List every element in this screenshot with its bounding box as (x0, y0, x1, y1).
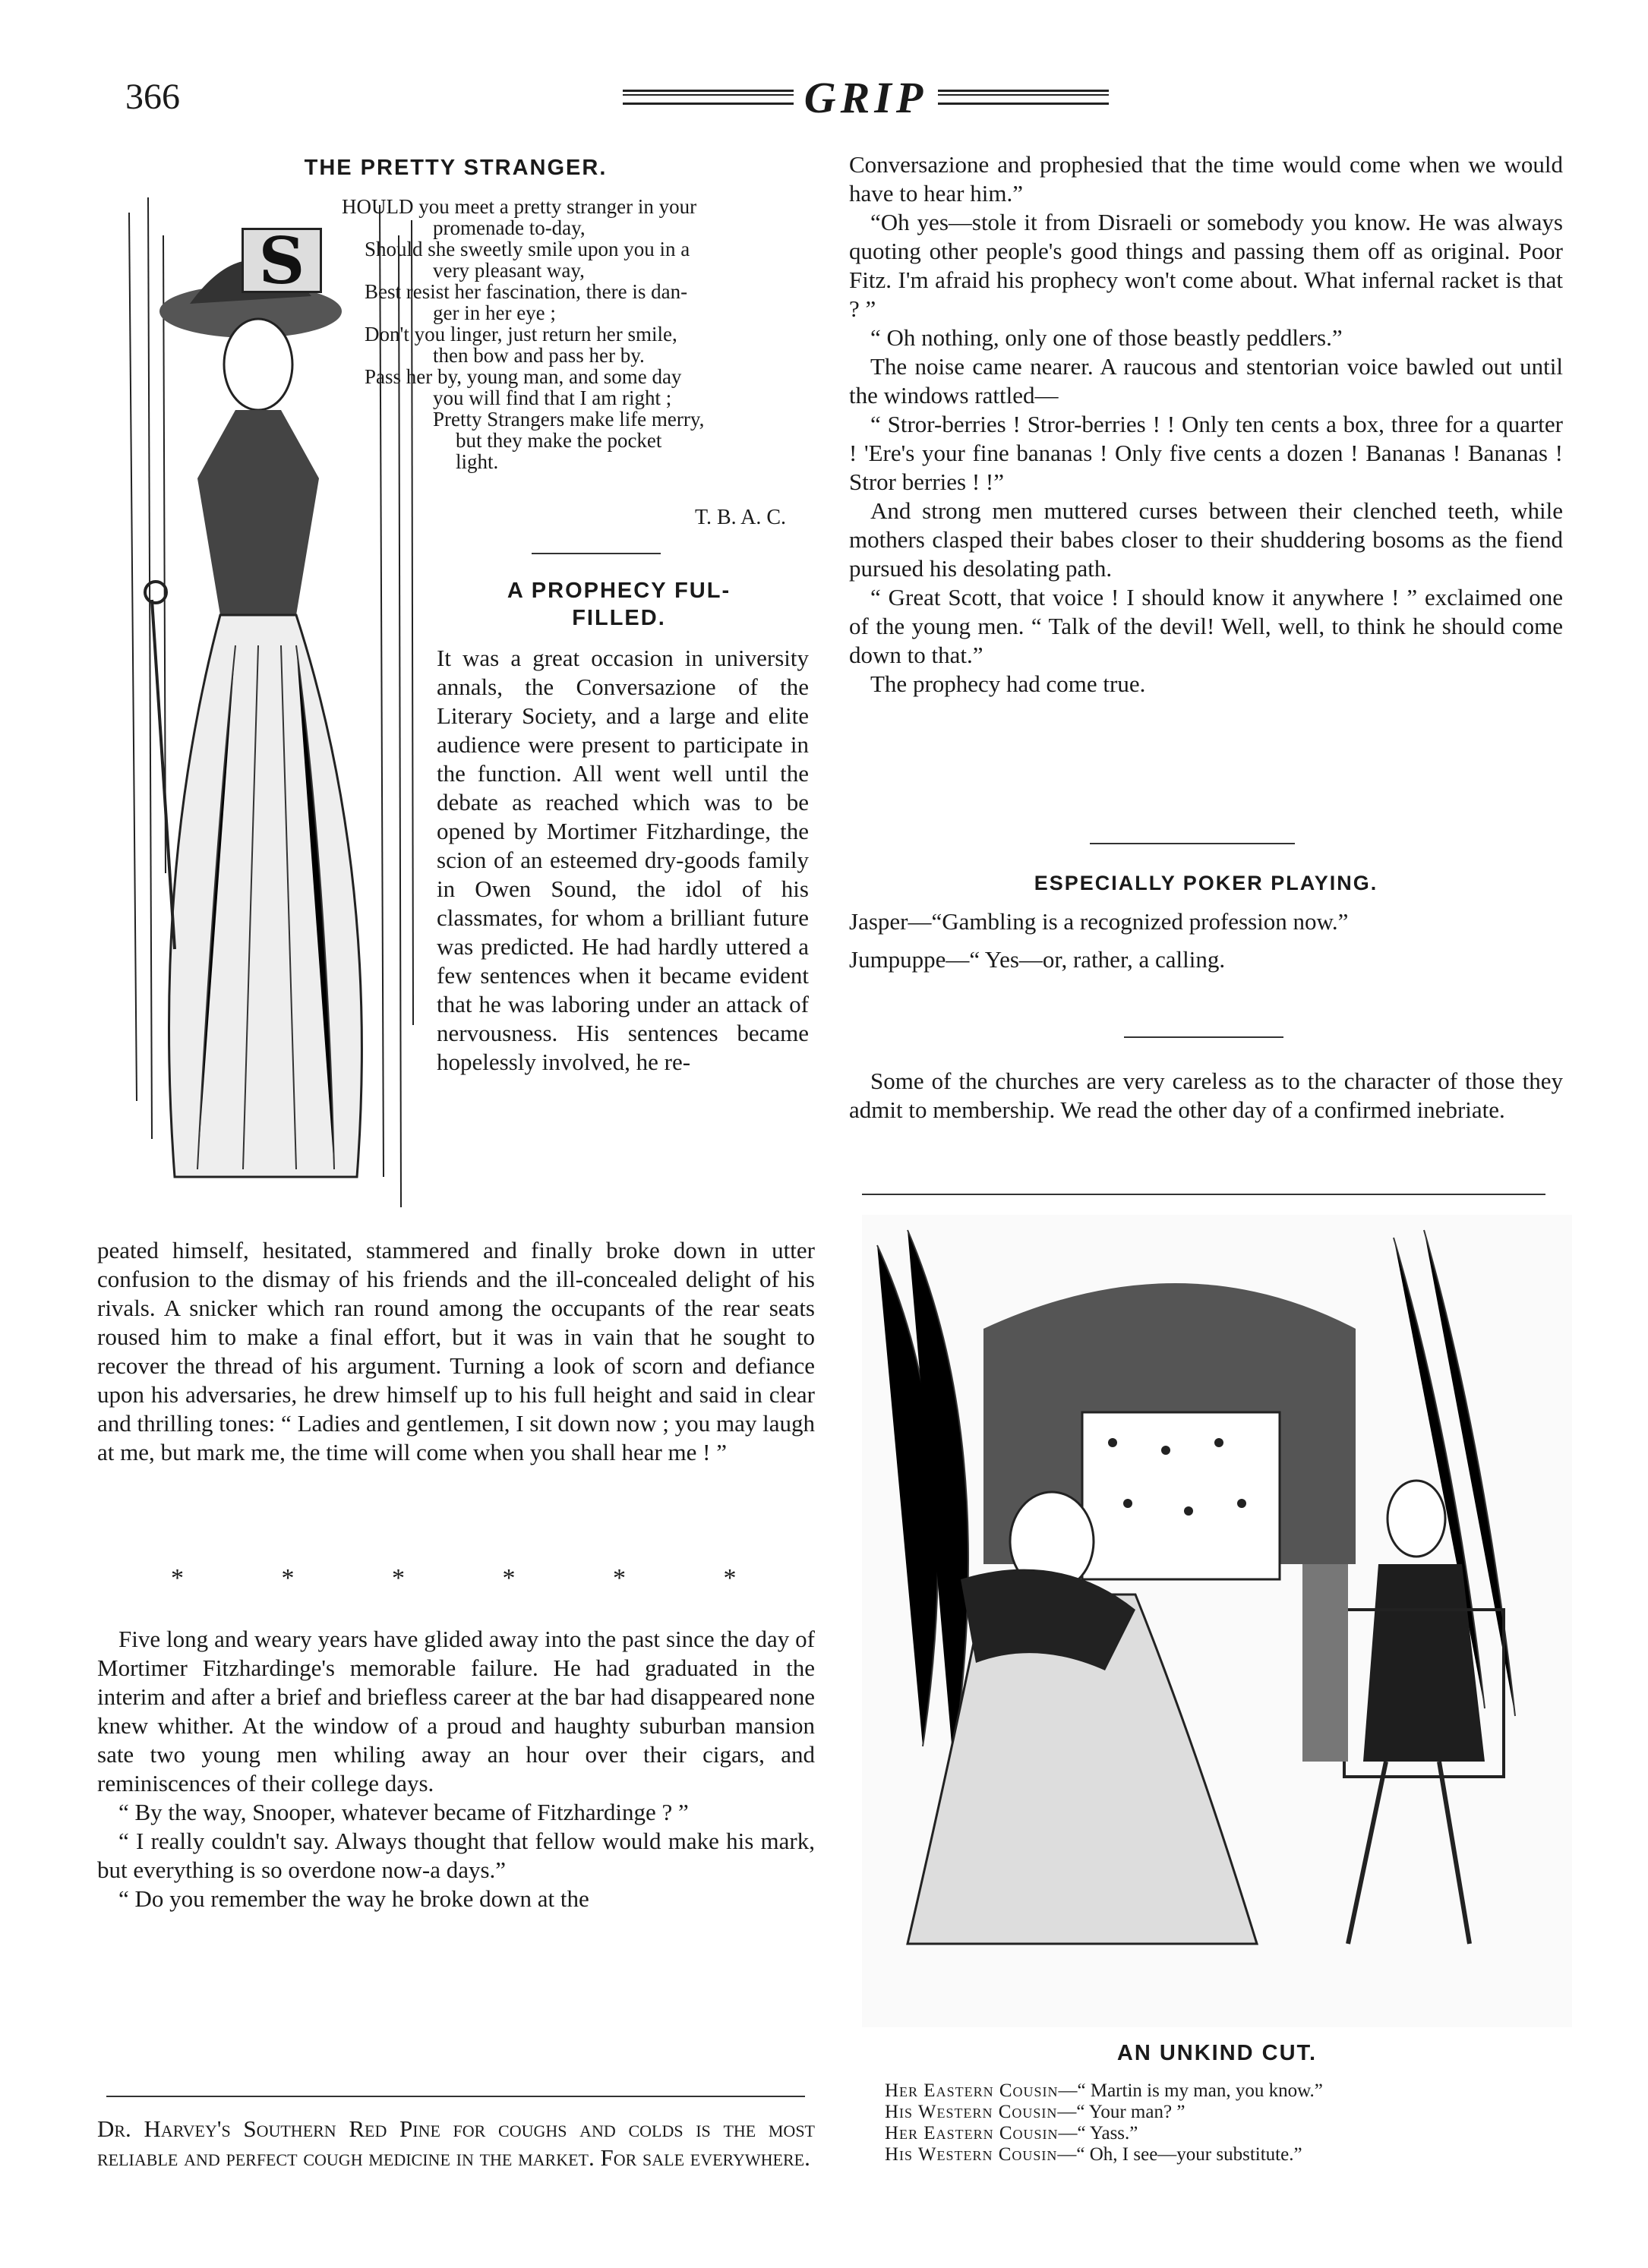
cartoon-caption (885, 2080, 1568, 2165)
prophecy-paragraph: The prophecy had come true. (870, 670, 1146, 697)
poem-line: Pass her by, young man, and some day (365, 365, 682, 388)
unkind-cut-illustration (862, 1215, 1572, 2027)
poem-line: ger in her eye ; (433, 301, 556, 324)
prophecy-paragraph: “ Great Scott, that voice ! I should know it anywhere ! ” exclaimed one of the young men. “ Talk of the devil! Well, well, to think he should come down to that.” (849, 584, 1563, 668)
page-number: 366 (125, 77, 180, 117)
poem-line: light. (456, 450, 499, 473)
poem-line: you will find that I am right ; (433, 386, 672, 409)
caption-speech: —“ Your man? ” (1057, 2102, 1185, 2122)
cartoon-drawing (862, 1215, 1572, 2027)
poker-title: ESPECIALLY POKER PLAYING. (1034, 872, 1378, 894)
masthead-rule-right (938, 90, 1109, 105)
prophecy-paragraph: “ By the way, Snooper, whatever became of Fitzhardinge ? ” (118, 1799, 689, 1825)
caption-line (885, 2144, 1568, 2165)
section-stars: * * * * * * (171, 1564, 782, 1592)
prophecy-title (440, 577, 797, 632)
poem-line: Pretty Strangers make life merry, (433, 408, 705, 431)
caption-line (885, 2102, 1568, 2123)
caption-line (885, 2123, 1568, 2144)
caption-speech: —“ Oh, I see—your substitute.” (1057, 2144, 1302, 2165)
prophecy-paragraph: It was a great occasion in university annals, the Conversazione of the Literary Society, and a large and elite audience were present to participate in the function. All went well until the debate as reached which was to be opened by Mortimer Fitzhardinge, the scion of an esteemed dry-goods family in Owen Sound, the idol of his classmates, for whom a brilliant future was predicted. He had hardly uttered a few sentences when it became evident that he was laboring under an attack of nervousness. His sentences became hopelessly involved, he re- (437, 645, 809, 1075)
caption-speaker: Her Eastern Cousin (885, 2080, 1059, 2101)
prophecy-paragraph: peated himself, hesitated, stammered and finally broke down in utter confusion to the dismay of his friends and the ill-concealed delight of his rivals. A snicker which ran round among the occupants of the rear seats roused him to make a final effort, but it was in vain that he sought to recover the thread of his argument. Turning a look of scorn and defiance upon his adversaries, he drew himself up to his full height and said in clear and thrilling tones: “ Ladies and gentlemen, I sit down now ; you may laugh at me, but mark me, the time will come when you shall hear me ! ” (97, 1237, 815, 1465)
prophecy-narrow-column (437, 644, 809, 1077)
prophecy-paragraph: “ I really couldn't say. Always thought that fellow would make his mark, but everything is so overdone now-a days.” (97, 1828, 815, 1883)
prophecy-paragraph: “ Oh nothing, only one of those beastly peddlers.” (870, 324, 1343, 351)
poker-joke (849, 907, 1563, 974)
churches-text: Some of the churches are very careless as to the character of those they admit to membership. We read the other day of a confirmed inebriate. (849, 1068, 1563, 1123)
caption-speaker: Her Eastern Cousin (885, 2123, 1059, 2143)
cartoon-title: AN UNKIND CUT. (1116, 2041, 1318, 2065)
prophecy-continued (97, 1625, 815, 1913)
poem-line: then bow and pass her by. (433, 344, 645, 367)
caption-speech: —“ Yass.” (1058, 2123, 1138, 2143)
prophecy-paragraph: And strong men muttered curses between their clenched teeth, while mothers clasped their babes closer to their shuddering bosoms as the fiend pursued his desolating path. (849, 497, 1563, 582)
poem-line: very pleasant way, (433, 259, 585, 282)
prophecy-paragraph: Five long and weary years have glided away into the past since the day of Mortimer Fitzhardinge's memorable failure. He had graduated in the interim and after a brief and briefless career at the bar had disappeared none knew whither. At the window of a proud and haughty suburban mansion sate two young men whiling away an hour over their cigars, and reminiscences of their college days. (97, 1626, 815, 1796)
masthead-title: GRIP (803, 72, 928, 122)
divider-rule (1124, 1036, 1283, 1038)
prophecy-title-line: FILLED. (572, 606, 666, 630)
advert-text: Dr. Harvey's Southern Red Pine for coughs and colds is the most reliable and perfect cough medicine in the market. For sale everywhere. (97, 2115, 815, 2171)
divider-rule (532, 553, 661, 554)
poem-line: but they make the pocket (456, 429, 662, 452)
prophecy-paragraph: The noise came nearer. A raucous and stentorian voice bawled out until the windows rattled— (849, 353, 1563, 408)
prophecy-paragraph: “Oh yes—stole it from Disraeli or somebody you know. He was always quoting other people's good things and passing them off as original. Poor Fitz. I'm afraid his prophecy won't come about. What infernal racket is that ? ” (849, 209, 1563, 322)
poker-line: Jumpuppe—“ Yes—or, rather, a calling. (849, 946, 1226, 973)
advert-rule (106, 2096, 805, 2097)
masthead (623, 74, 1109, 120)
prophecy-wide-column (97, 1236, 815, 1467)
caption-speaker: His Western Cousin (885, 2102, 1058, 2122)
poem-line: Should she sweetly smile upon you in a (365, 238, 690, 260)
advertisement (97, 2115, 815, 2172)
poem-line: Don't you linger, just return her smile, (365, 323, 677, 345)
dropcap-s: S (242, 228, 322, 293)
pretty-stranger-poem (342, 196, 820, 472)
churches-joke (849, 1067, 1563, 1125)
pretty-stranger-title: THE PRETTY STRANGER. (304, 156, 608, 180)
prophecy-title-line: A PROPHECY FUL- (507, 579, 731, 603)
masthead-rule-left (623, 90, 794, 105)
poem-line: HOULD you meet a pretty stranger in your (342, 195, 697, 218)
prophecy-right-column (849, 150, 1563, 699)
caption-line (885, 2080, 1568, 2102)
prophecy-paragraph: “ Stror-berries ! Stror-berries ! ! Only ten cents a box, three for a quarter ! 'Ere's your fine bananas ! Only five cents a dozen ! Bananas ! Bananas ! Stror berries ! !” (849, 411, 1563, 495)
poem-line: promenade to-day, (433, 216, 586, 239)
poem-line: Best resist her fascination, there is dan- (365, 280, 688, 303)
poker-line: Jasper—“Gambling is a recognized profession now.” (849, 908, 1349, 935)
caption-speaker: His Western Cousin (885, 2144, 1058, 2165)
caption-speech: —“ Martin is my man, you know.” (1058, 2080, 1323, 2101)
divider-rule (1090, 843, 1295, 844)
prophecy-paragraph: “ Do you remember the way he broke down at the (118, 1885, 589, 1912)
prophecy-paragraph: Conversazione and prophesied that the time would come when we would have to hear him.” (849, 151, 1563, 207)
cartoon-rule (862, 1194, 1545, 1195)
poem-signature: T. B. A. C. (694, 506, 786, 529)
